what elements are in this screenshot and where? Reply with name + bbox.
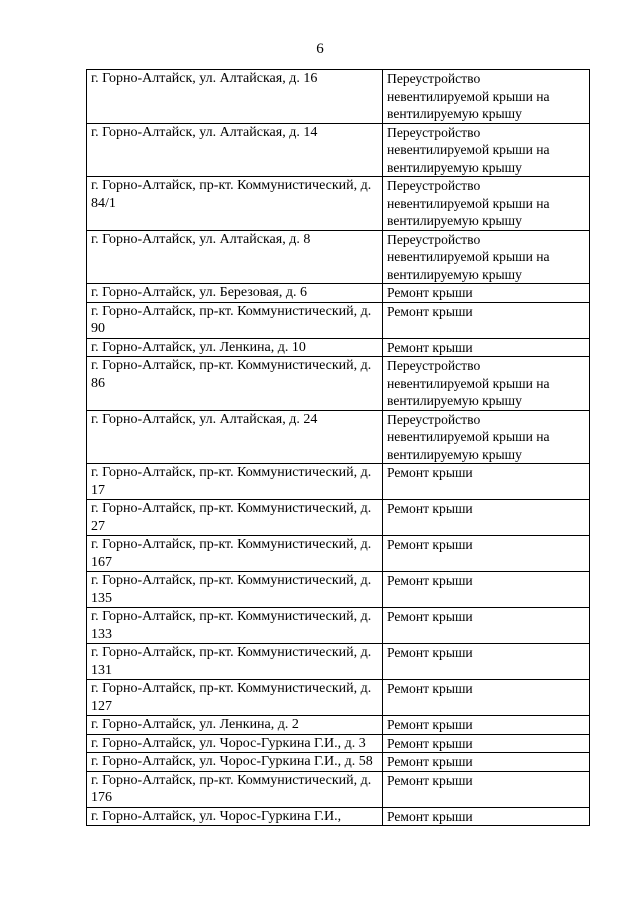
work-type-cell: Ремонт крыши	[383, 680, 590, 716]
address-cell: г. Горно-Алтайск, пр-кт. Коммунистический, д. 176	[87, 771, 383, 807]
work-type-cell: Переустройство невентилируемой крыши на вентилируемую крышу	[383, 410, 590, 464]
address-cell: г. Горно-Алтайск, пр-кт. Коммунистический, д. 135	[87, 572, 383, 608]
table-row	[87, 716, 590, 735]
table-row	[87, 338, 590, 357]
table-row	[87, 753, 590, 772]
work-type-cell: Переустройство невентилируемой крыши на вентилируемую крышу	[383, 177, 590, 231]
address-cell: г. Горно-Алтайск, пр-кт. Коммунистический, д. 131	[87, 644, 383, 680]
address-cell: г. Горно-Алтайск, пр-кт. Коммунистический, д. 84/1	[87, 177, 383, 231]
address-cell: г. Горно-Алтайск, пр-кт. Коммунистический, д. 17	[87, 464, 383, 500]
address-cell: г. Горно-Алтайск, пр-кт. Коммунистический, д. 90	[87, 302, 383, 338]
address-cell: г. Горно-Алтайск, ул. Алтайская, д. 14	[87, 123, 383, 177]
work-type-cell: Ремонт крыши	[383, 716, 590, 735]
work-type-cell: Ремонт крыши	[383, 572, 590, 608]
table-row	[87, 807, 590, 826]
table-row	[87, 357, 590, 411]
table-row	[87, 680, 590, 716]
table-row	[87, 572, 590, 608]
work-type-cell: Ремонт крыши	[383, 753, 590, 772]
table-row	[87, 177, 590, 231]
address-cell: г. Горно-Алтайск, пр-кт. Коммунистический, д. 86	[87, 357, 383, 411]
address-cell: г. Горно-Алтайск, ул. Чорос-Гуркина Г.И., д. 58	[87, 753, 383, 772]
work-type-cell: Ремонт крыши	[383, 644, 590, 680]
table-row	[87, 644, 590, 680]
table-row	[87, 608, 590, 644]
address-cell: г. Горно-Алтайск, ул. Ленкина, д. 10	[87, 338, 383, 357]
address-cell: г. Горно-Алтайск, ул. Ленкина, д. 2	[87, 716, 383, 735]
address-cell: г. Горно-Алтайск, ул. Алтайская, д. 8	[87, 230, 383, 284]
work-type-cell: Ремонт крыши	[383, 771, 590, 807]
address-cell: г. Горно-Алтайск, ул. Алтайская, д. 24	[87, 410, 383, 464]
table-row	[87, 500, 590, 536]
table-row	[87, 302, 590, 338]
table-row	[87, 123, 590, 177]
work-type-cell: Переустройство невентилируемой крыши на вентилируемую крышу	[383, 357, 590, 411]
table-row	[87, 734, 590, 753]
address-cell: г. Горно-Алтайск, пр-кт. Коммунистический, д. 133	[87, 608, 383, 644]
work-type-cell: Ремонт крыши	[383, 464, 590, 500]
address-cell: г. Горно-Алтайск, ул. Чорос-Гуркина Г.И.,	[87, 807, 383, 826]
address-cell: г. Горно-Алтайск, ул. Чорос-Гуркина Г.И., д. 3	[87, 734, 383, 753]
address-cell: г. Горно-Алтайск, пр-кт. Коммунистический, д. 27	[87, 500, 383, 536]
table-row	[87, 536, 590, 572]
table-row	[87, 70, 590, 124]
page-number: 6	[316, 41, 324, 57]
work-type-cell: Переустройство невентилируемой крыши на вентилируемую крышу	[383, 123, 590, 177]
work-type-cell: Ремонт крыши	[383, 608, 590, 644]
table-row	[87, 771, 590, 807]
work-type-cell: Ремонт крыши	[383, 536, 590, 572]
work-type-cell: Ремонт крыши	[383, 500, 590, 536]
address-cell: г. Горно-Алтайск, пр-кт. Коммунистический, д. 127	[87, 680, 383, 716]
address-cell: г. Горно-Алтайск, пр-кт. Коммунистический, д. 167	[87, 536, 383, 572]
table-row	[87, 230, 590, 284]
works-table	[86, 69, 590, 826]
work-type-cell: Ремонт крыши	[383, 302, 590, 338]
table-row	[87, 464, 590, 500]
work-type-cell: Переустройство невентилируемой крыши на вентилируемую крышу	[383, 230, 590, 284]
table-row	[87, 284, 590, 303]
work-type-cell: Ремонт крыши	[383, 734, 590, 753]
address-cell: г. Горно-Алтайск, ул. Березовая, д. 6	[87, 284, 383, 303]
address-cell: г. Горно-Алтайск, ул. Алтайская, д. 16	[87, 70, 383, 124]
work-type-cell: Ремонт крыши	[383, 807, 590, 826]
work-type-cell: Переустройство невентилируемой крыши на вентилируемую крышу	[383, 70, 590, 124]
table-row	[87, 410, 590, 464]
work-type-cell: Ремонт крыши	[383, 284, 590, 303]
work-type-cell: Ремонт крыши	[383, 338, 590, 357]
